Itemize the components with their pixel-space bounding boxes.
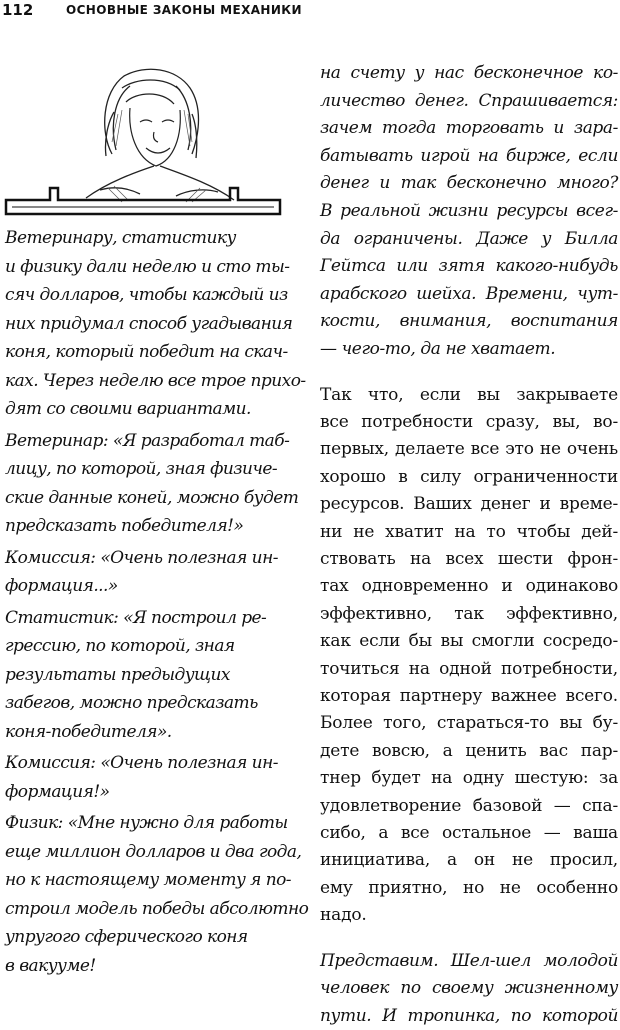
text-line: человек по своему жизненному	[320, 978, 618, 999]
text-line: предсказать победителя!»	[5, 516, 244, 536]
veterinarian-paragraph	[5, 427, 297, 541]
statistician-paragraph	[5, 604, 297, 747]
page-header	[0, 0, 620, 26]
text-line: точиться на одной потребности,	[320, 658, 618, 679]
text-line: тах одновременно и одинаково	[320, 576, 618, 597]
text-line: Ветеринару, статистику	[5, 228, 236, 248]
text-line: как если бы вы смогли сосредо-	[320, 631, 618, 652]
text-line: личество денег. Спрашивается:	[320, 90, 618, 111]
text-line: Гейтса или зятя какого-нибудь	[320, 256, 618, 277]
text-line: сяч долларов, чтобы каждый из	[5, 285, 288, 305]
text-line: зачем тогда торговать и зара-	[320, 118, 618, 139]
text-line: ках. Через неделю все трое прихо-	[5, 370, 306, 391]
left-column	[5, 224, 309, 983]
text-line: сибо, а все остальное — ваша	[320, 823, 618, 844]
text-line: кости, внимания, воспитания	[320, 311, 618, 332]
right-column	[320, 60, 618, 1030]
text-line: Статистик: «Я построил ре-	[5, 607, 267, 628]
text-line: ствовать на всех шести фрон-	[320, 548, 618, 569]
main-paragraph	[320, 382, 618, 930]
text-line: формация!»	[5, 781, 110, 802]
text-line: забегов, можно предсказать	[5, 693, 258, 713]
text-line: Физик: «Мне нужно для работы	[5, 813, 288, 833]
text-line: Представим. Шел-шел молодой	[320, 950, 618, 971]
text-line: ни не хватит на то чтобы дей-	[320, 521, 618, 542]
text-line: — чего-то, да не хватает.	[320, 338, 556, 359]
text-line: дят со своими вариантами.	[5, 399, 251, 419]
text-line: в вакууме!	[5, 955, 96, 976]
physicist-paragraph	[5, 809, 309, 980]
commission-paragraph-2	[5, 749, 297, 806]
text-line: хорошо в силу ограниченности	[320, 466, 618, 487]
commission-paragraph-1	[5, 544, 297, 601]
text-line: и физику дали неделю и сто ты-	[5, 256, 290, 277]
text-line: упругого сферического коня	[5, 927, 248, 947]
text-line: удовлетворение базовой — спа-	[320, 795, 618, 816]
italic-paragraph	[320, 60, 618, 364]
text-line: них придумал способ угадывания	[5, 313, 293, 334]
panel-frame	[6, 188, 280, 214]
text-line: ему приятно, но не особенно	[320, 877, 618, 898]
woman-portrait-illustration	[4, 62, 282, 218]
text-line: арабского шейха. Времени, чут-	[320, 283, 618, 304]
text-line: но к настоящему моменту я по-	[5, 870, 291, 890]
text-line: ские данные коней, можно будет	[5, 487, 299, 508]
text-line: батывать игрой на бирже, если	[320, 145, 618, 166]
text-line: пути. И тропинка, по которой	[320, 1005, 618, 1026]
text-line: коня-победителя».	[5, 721, 172, 742]
text-line: Комиссия: «Очень полезная ин-	[5, 753, 278, 773]
text-line: да ограничены. Даже у Билла	[320, 228, 618, 249]
text-line: дете вовсю, а ценить вас пар-	[320, 740, 618, 761]
text-line: эффективно, так эффективно,	[320, 603, 618, 624]
text-line: ресурсов. Ваших денег и време-	[320, 494, 618, 515]
text-line: тнер будет на одну шестую: за	[320, 768, 618, 789]
text-line: инициатива, а он не просил,	[320, 850, 618, 871]
text-line: В реальной жизни ресурсы всег-	[320, 200, 618, 221]
face-shape	[130, 108, 181, 166]
text-line: Более того, стараться-то вы бу-	[320, 713, 618, 734]
text-line: результаты предыдущих	[5, 664, 230, 685]
shoulders-shape	[86, 166, 234, 200]
text-line: коня, который победит на скач-	[5, 342, 288, 362]
page-number: 112	[2, 1, 34, 19]
closing-paragraph	[320, 948, 618, 1030]
text-line: все потребности сразу, вы, во-	[320, 411, 618, 432]
text-line: первых, делаете все это не очень	[320, 439, 618, 460]
text-line: формация...»	[5, 576, 118, 596]
text-line: на счету у нас бесконечное ко-	[320, 63, 618, 83]
text-line: денег и так бесконечно много?	[320, 173, 618, 194]
text-line: которая партнеру важнее всего.	[320, 686, 618, 706]
text-line: Так что, если вы закрываете	[320, 384, 618, 405]
text-line: Комиссия: «Очень полезная ин-	[5, 547, 278, 568]
text-line: Ветеринар: «Я разработал таб-	[5, 430, 290, 451]
text-line: еще миллион долларов и два года,	[5, 841, 302, 862]
text-line: строил модель победы абсолютно	[5, 898, 309, 919]
intro-paragraph	[5, 224, 306, 424]
text-line: лицу, по которой, зная физиче-	[5, 459, 278, 479]
text-line: грессию, по которой, зная	[5, 636, 235, 656]
running-title: ОСНОВНЫЕ ЗАКОНЫ МЕХАНИКИ	[66, 3, 302, 17]
text-line: надо.	[320, 905, 367, 926]
